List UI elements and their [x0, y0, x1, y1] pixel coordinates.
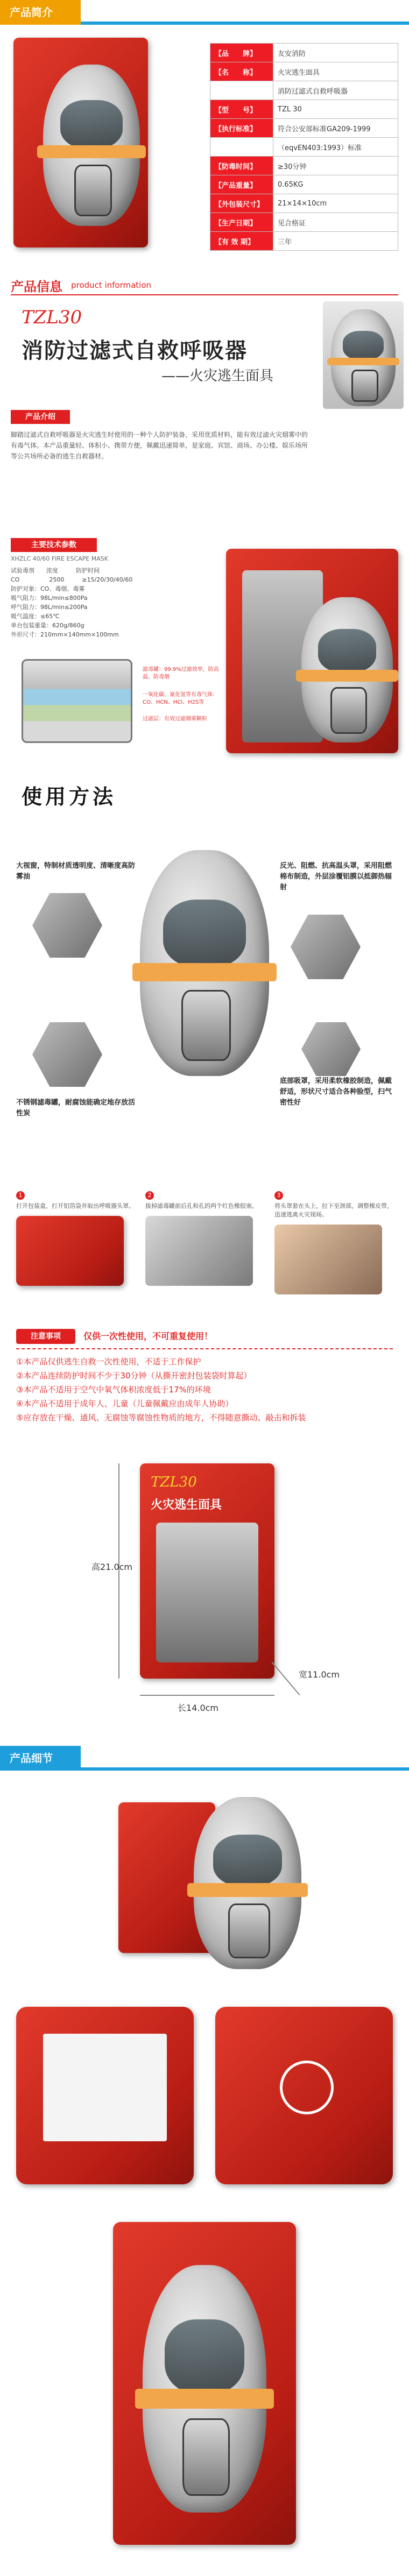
step-image: [16, 1216, 124, 1286]
step-number: 3: [274, 1191, 283, 1200]
notice-tag: 注意事项: [16, 1329, 75, 1344]
feature-seal: 底部吸罩，采用柔软橡胶制造，佩戴舒适，形状尺寸适合各种脸型，扫气密性好: [280, 1077, 392, 1107]
feature-visor-image: [32, 893, 102, 958]
box-photo: [156, 1523, 258, 1662]
header-rule: [11, 294, 398, 295]
notice-item: ①本产品仅供逃生自救一次性使用，不适于工作保护: [16, 1357, 201, 1367]
usage-header: [0, 777, 409, 810]
tech-tag: 主要技术参数: [11, 538, 97, 552]
feature-hood-image: [291, 915, 361, 979]
detail-mask-image: [194, 1797, 301, 1969]
feature-hood: 反光、阻燃、抗高温头罩，采用阻燃棉布制造，外层涂覆铝膜以抵御热辐射: [280, 862, 392, 891]
center-mask-image: [140, 850, 269, 1076]
step-text: 打开包装盒，打开铝箔袋并取出呼吸器头罩。: [16, 1202, 135, 1209]
notice-item: ⑤应存放在干燥、通风、无腐蚀等腐蚀性物质的地方，不得随意撕动、敲击和拆装: [16, 1413, 306, 1423]
spec-key: 【品 牌】: [210, 44, 273, 62]
product-detail-tag: 产品细节: [0, 1746, 81, 1771]
spec-key: 【产品重量】: [210, 175, 273, 194]
spec-value: TZL 30: [273, 100, 398, 119]
spec-key: [210, 81, 273, 100]
tech-line: 单台包装重量：620g/860g: [11, 622, 84, 629]
spec-value: 消防过滤式自救呼吸器: [273, 81, 398, 100]
product-info-title: 产品信息: [11, 279, 62, 294]
product-intro-header: [0, 0, 409, 25]
intro-tag: 产品介绍: [11, 410, 70, 424]
tech-line: 吸气温度：≤65℃: [11, 613, 60, 620]
spec-value: 火灾逃生面具: [273, 62, 398, 81]
features-section: [0, 818, 409, 1184]
filter-cutaway: [22, 659, 132, 743]
spec-value: 见合格证: [273, 213, 398, 232]
mask-image: [43, 65, 140, 226]
feature-canister-image: [32, 1022, 102, 1087]
spec-key: 【执行标准】: [210, 119, 273, 138]
header-rule: [81, 1767, 409, 1771]
tech-line: CO 2500 ≥15/20/30/40/60: [11, 576, 133, 583]
tech-params: [11, 566, 188, 639]
hero-title: 消防过滤式自救呼吸器: [22, 338, 248, 363]
feature-seal-image: [301, 1022, 361, 1076]
header-rule: [81, 22, 409, 25]
step-3: [274, 1189, 393, 1294]
product-info-subtitle: product information: [71, 280, 152, 290]
filter-diagram: [11, 654, 140, 745]
notice-headline: 仅供一次性使用，不可重复使用！: [83, 1331, 213, 1341]
length-line: [140, 1695, 274, 1696]
depth-label: 宽11.0cm: [299, 1669, 340, 1680]
step-text: 将头罩套在头上，拉下至颈部，调整橡皮带，迅速逃离火灾现场。: [274, 1202, 393, 1218]
height-label: 高21.0cm: [91, 1562, 133, 1572]
step-image: [274, 1225, 382, 1294]
tech-subtitle: XHZLC 40/60 FIRE ESCAPE MASK: [11, 555, 108, 562]
callout-2: 一氧化碳、氰化氢等有毒气体：CO、HCN、HCl、H2S等: [143, 692, 218, 705]
notice-item: ③本产品不适用于空气中氧气体积浓度低于17%的环境: [16, 1385, 211, 1395]
intro-paragraph: 脚踏过滤式自救呼吸器是火灾逃生时使用的一种个人防护装备，采用优质材料，能有效过滤火灾烟雾中的有毒气体。本产品重量轻、体积小、携带方便，佩戴迅速简单，是家庭、宾馆、商场、办公楼、娱乐场所等公共场所必备的逃生自救器材。: [11, 431, 308, 460]
box-label-left: [43, 2034, 167, 2141]
notice-item: ②本产品连续防护时间不少于30分钟（从撕开密封包装袋时算起）: [16, 1371, 252, 1381]
step-image: [145, 1216, 253, 1286]
notice-section: [0, 1329, 409, 1442]
step-number: 2: [145, 1191, 154, 1200]
notice-list: [16, 1355, 393, 1425]
spec-key: 【有 效 期】: [210, 232, 273, 251]
product-intro-tag: 产品简介: [0, 0, 81, 25]
feature-canister: 不锈钢滤毒罐，耐腐蚀能确定地存放活性炭: [16, 1099, 136, 1117]
spec-value: ≥30分钟: [273, 157, 398, 175]
usage-title: 使用方法: [22, 784, 117, 809]
spec-value: 21×14×10cm: [273, 194, 398, 213]
notice-item: ④本产品不适用于成年人、儿童（儿童佩戴应由成年人协助）: [16, 1399, 234, 1409]
detail-section: [0, 1781, 409, 2566]
model-label: TZL30: [22, 307, 82, 328]
tech-line: 吸气阻力：98L/min≤800Pa: [11, 595, 88, 601]
notice-rule: [16, 1348, 393, 1349]
spec-key: [210, 138, 273, 157]
spec-key: 【型 号】: [210, 100, 273, 119]
intro-block: [0, 410, 409, 539]
tech-line: 呼气阻力：98L/min≤200Pa: [11, 604, 88, 611]
product-detail-header: [0, 1746, 409, 1771]
feature-visor: 大视窗，特制材质透明度、清晰度高防雾油: [16, 862, 136, 881]
spec-key: 【生产日期】: [210, 213, 273, 232]
spec-table: [210, 43, 398, 251]
hero-subtitle: ——火灾逃生面具: [161, 368, 274, 384]
tech-line: 外形尺寸：210mm×140mm×100mm: [11, 631, 119, 638]
spec-value: 符合公安部标准GA209-1999: [273, 119, 398, 138]
mask-image: [301, 597, 393, 742]
spec-value: 友安消防: [273, 44, 398, 62]
spec-key: 【外包装尺寸】: [210, 194, 273, 213]
box-title: 火灾逃生面具: [151, 1498, 222, 1512]
spec-value: 三年: [273, 232, 398, 251]
callout-3: 过滤层：有效过滤烟雾颗粒: [143, 716, 207, 722]
hero-section: [0, 301, 409, 409]
intro-section: [0, 38, 409, 264]
step-2: [145, 1189, 264, 1286]
box-model: TZL30: [151, 1474, 197, 1490]
step-1: [16, 1189, 135, 1286]
mask-image: [331, 309, 396, 406]
spec-key: 【防毒时间】: [210, 157, 273, 175]
open-box-mask-image: [143, 2265, 266, 2513]
depth-line: [272, 1662, 300, 1696]
callout-1: 滤毒罐：99.9%过滤效率，防高温、防毒烟: [143, 667, 219, 680]
tech-line: 防护对象：CO、毒烟、毒雾: [11, 585, 85, 592]
spec-value: （eqvEN403:1993）标准: [273, 138, 398, 157]
spec-value: 0.65KG: [273, 175, 398, 194]
spec-key: 【名 称】: [210, 62, 273, 81]
box-logo-emblem: [280, 2061, 334, 2114]
step-text: 拔掉滤毒罐前后孔和孔的两个红色橡胶塞。: [145, 1202, 258, 1209]
tech-block: [0, 538, 409, 764]
step-number: 1: [16, 1191, 25, 1200]
tech-line: 试验毒剂 浓度 防护时间: [11, 567, 100, 574]
product-info-header: [0, 272, 409, 299]
length-label: 长14.0cm: [178, 1703, 219, 1713]
dimensions-section: [0, 1453, 409, 1732]
steps-section: [0, 1189, 409, 1318]
